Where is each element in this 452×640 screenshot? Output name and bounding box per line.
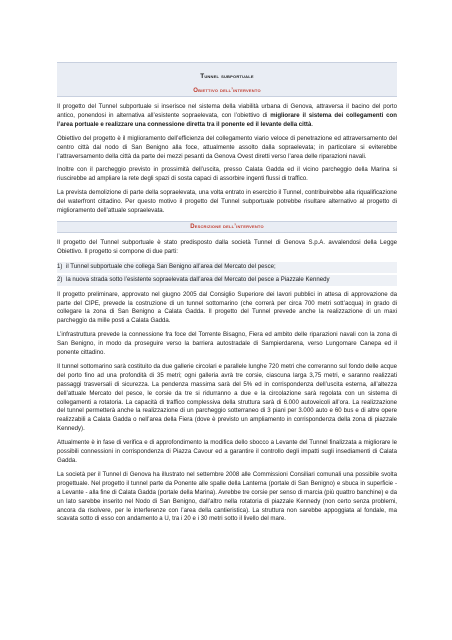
list-item (57, 275, 397, 286)
section-title: Tunnel subportuale (200, 73, 254, 80)
description-band (57, 221, 397, 233)
document-content (57, 62, 397, 529)
list-text: il Tunnel subportuale che collega San Benigno all’area del Mercato del pesce; (66, 262, 276, 270)
description-section (57, 233, 397, 524)
objective-heading: Obiettivo dell’intervento (193, 88, 261, 94)
objective-paragraph-4: La prevista demolizione di parte della sopraelevata, una volta entrato in esercizio il Tunnel, contribuirebbe alla riqualificazione del waterfront cittadino. Per questo motivo il progetto del Tunnel subportuale potrebbe risultare alternativo al progetto di miglioramento dell’attuale sopraelevata. (57, 189, 397, 215)
list-number: 1) (57, 262, 63, 270)
description-paragraph-4: Attualmente è in fase di verifica e di approfondimento la modifica dello sbocco a Levante del Tunnel finalizzata a migliorare le possibili connessioni in corrispondenza di Piazza Cavour ed a garantire il controllo degli impatti sugli insediamenti di Calata Gadda. (57, 439, 397, 464)
objective-paragraph-1 (57, 103, 397, 130)
description-paragraph-1: Il progetto preliminare, approvato nel giugno 2005 dal Consiglio Superiore dei lavori pubblici in attesa di approvazione da parte del CIPE, prevede la costruzione di un tunnel sottomarino (che correrà per circa 700 metri sott’acqua) in grado di collegare la zona di San Benigno a Calata Gadda. Il progetto del Tunnel prevede anche la realizzazione di un maxi parcheggio da mille posti a Calata Gadda. (57, 290, 397, 325)
list-item (57, 262, 397, 273)
objective-p1-text: Il progetto del Tunnel subportuale si inserisce nel sistema della viabilità urbana di Genova, attraversa il bacino del porto antico, ponendosi in alternativa all’esistente sopraelevata, con l’obiettivo di (57, 103, 397, 119)
objective-p1-bold: migliorare il sistema dei collegamenti con l’area portuale e realizzare una connessione diretta tra il ponente ed il levante della città (57, 111, 398, 128)
description-intro: Il progetto del Tunnel subportuale è stato predisposto dalla società Tunnel di Genova S.p.A. avvalendosi della Legge Obiettivo. Il progetto si compone di due parti: (57, 238, 397, 255)
description-paragraph-5: La società per il Tunnel di Genova ha illustrato nel settembre 2008 alle Commissioni Consiliari comunali una possibile svolta progettuale. Nel progetto il tunnel parte da Ponente alle spalle della Lanterna (portale di San Benigno) e sbuca in superficie - a Levante - alla fine di Calata Gadda (portale della Marina). Avrebbe tre corsie per senso di marcia (più quattro banchine) e da un lato sarebbe inserito nel Nodo di San Benigno, dall’altro nella rotatoria di piazzale Kennedy (non certo senza problemi, ancora da risolvere, per le interferenze con l’area della cantieristica). La struttura non sarebbe appoggiata al fondale, ma scavata sotto di esso con andamento a U, tra i 20 e i 30 metri sotto il livello del mare. (57, 470, 397, 523)
objective-paragraph-2: Obiettivo del progetto è il miglioramento dell’efficienza del collegamento viario veloce di penetrazione ed attraversamento del centro città dal nodo di San Benigno alla foce, attualmente assolto dalla sopraelevata; in particolare si eviterebbe l’attraversamento della città da parte dei mezzi pesanti da Genova Ovest diretti verso l’area delle riparazioni navali. (57, 134, 397, 160)
description-heading: Descrizione dell’intervento (190, 223, 264, 230)
objective-p1-end: . (311, 120, 314, 128)
title-band (57, 62, 397, 96)
description-paragraph-2: L’infrastruttura prevede la connessione fra foce del Torrente Bisagno, Fiera ed ambito delle riparazioni navali con la zona di San Benigno, in modo da proseguire verso la barriera autostradale di Sampierdarena, verso Lungomare Canepa ed il ponente cittadino. (57, 331, 397, 357)
objective-paragraph-3: Inoltre con il parcheggio previsto in prossimità dell’uscita, presso Calata Gadda ed il vicino parcheggio della Marina si riuscirebbe ad ampliare la rete degli spazi di sosta capaci di assorbire ingenti flussi di traffico. (57, 166, 397, 183)
objective-section (57, 97, 397, 216)
list-text: la nuova strada sotto l’esistente sopraelevata dall’area del Mercato del pesce a Piazzale Kennedy (66, 275, 330, 283)
list-number: 2) (57, 275, 63, 283)
description-paragraph-3: Il tunnel sottomarino sarà costituito da due gallerie circolari e parallele lunghe 720 metri che correranno sul fondo delle acque del porto fino ad una profondità di 35 metri; ogni galleria avrà tre corsie, ciascuna larga 3,75 metri, e saranno realizzati passaggi trasversali di sicurezza. La pendenza massima sarà del 5% ed in corrispondenza dell’uscita esterna, all’altezza dell’attuale Mercato del pesce, le corsie da tre si ridurranno a due e la circolazione sarà regolata con un sistema di collegamenti a rotatoria. La capacità di traffico complessiva della struttura sarà di 6.000 autoveicoli all’ora. La realizzazione del tunnel permetterà anche la realizzazione di un parcheggio sotterraneo di 3 piani per 3.000 auto e 60 bus e di altre opere realizzabili a Calata Gadda o nell’area della Fiera (dove è previsto un ampliamento in corrispondenza della zona di piazzale Kennedy). (57, 362, 397, 433)
